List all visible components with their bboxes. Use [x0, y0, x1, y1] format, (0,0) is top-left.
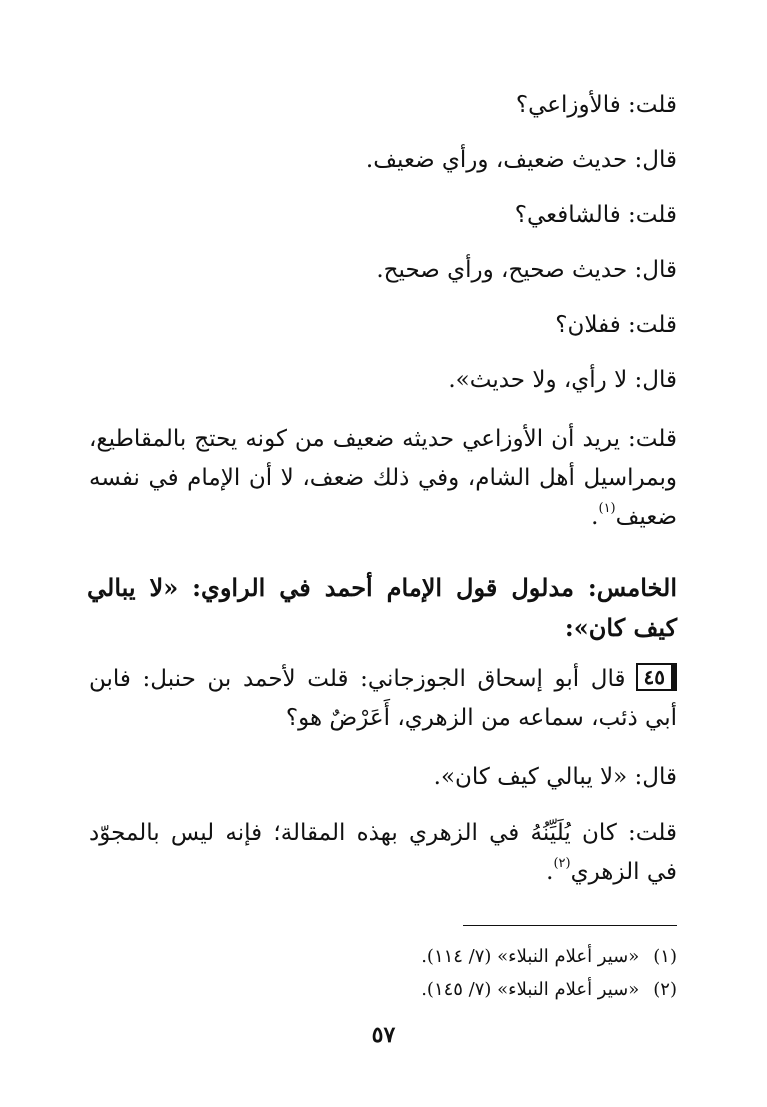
dialogue-line: قلت: فالشافعي؟: [514, 202, 677, 228]
commentary-paragraph: [89, 420, 677, 537]
dialogue-line: قلت: فالأوزاعي؟: [515, 92, 677, 118]
footnote: [421, 975, 677, 1005]
paragraph-text: قلت: كان يُلَيِّنُهُ في الزهري بهذه المقالة؛ فإنه ليس بالمجوّد في الزهري: [89, 820, 677, 885]
dialogue-line: قلت: ففلان؟: [555, 312, 677, 338]
footnote-text: «سير أعلام النبلاء» (٧/ ١٤٥).: [421, 979, 640, 1000]
footnote-divider: [463, 925, 677, 926]
dialogue-line: قال: حديث ضعيف، ورأي ضعيف.: [365, 147, 677, 173]
entry-number-badge: ٤٥: [636, 663, 677, 691]
footnote: [421, 942, 677, 972]
commentary-paragraph-2: [89, 814, 677, 892]
entry-text: قال أبو إسحاق الجوزجاني: قلت لأحمد بن حنبل: فابن أبي ذئب، سماعه من الزهري، أَعَرْضٌ هو؟: [89, 666, 677, 731]
footnote-text: «سير أعلام النبلاء» (٧/ ١١٤).: [421, 946, 640, 967]
entry-paragraph: [89, 660, 677, 738]
footnote-number: (١): [653, 946, 677, 967]
footnote-ref[interactable]: (١): [598, 501, 616, 516]
footnote-number: (٢): [653, 979, 677, 1000]
answer-line: قال: «لا يبالي كيف كان».: [433, 764, 677, 790]
dialogue-line: قال: لا رأي، ولا حديث».: [448, 367, 677, 393]
footnote-ref[interactable]: (٢): [553, 856, 571, 871]
paragraph-text: قلت: يريد أن الأوزاعي حديثه ضعيف من كونه يحتج بالمقاطيع، وبمراسيل أهل الشام، وفي ذلك ضعف، لا أن الإمام في نفسه ضعيف: [89, 426, 677, 530]
paragraph-end: .: [546, 859, 554, 885]
section-heading: الخامس: مدلول قول الإمام أحمد في الراوي: «لا يبالي كيف كان»:: [87, 573, 677, 642]
dialogue-line: قال: حديث صحيح، ورأي صحيح.: [376, 257, 677, 283]
paragraph-end: .: [591, 504, 599, 530]
page-number: ٥٧: [371, 1022, 396, 1048]
